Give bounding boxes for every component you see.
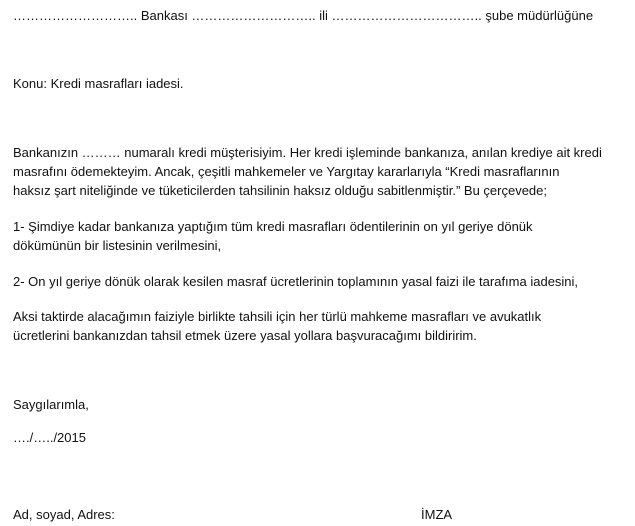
body-paragraph-line-2: masrafını ödemekteyim. Ancak, çeşitli mahkemeler ve Yargıtay kararlarıyla “Kredi masraflarının [13,164,560,179]
request-1-line-1: 1- Şimdiye kadar bankanıza yaptığım tüm kredi masrafları ödentilerinin on yıl geriye dönük [13,219,533,234]
signature-label: İMZA [421,507,453,522]
closing-paragraph-line-1: Aksi taktirde alacağımın faiziyle birlikte tahsili için her türlü mahkeme masrafları ve avukatlık [13,309,542,324]
request-1-line-2: dökümünün bir listesinin verilmesini, [13,238,222,253]
letter-date: …./…../2015 [13,430,86,445]
letter-header: ……………………….. Bankası ……………………….. ili …………………………….. şube müdürlüğüne [13,8,594,23]
body-paragraph-line-1: Bankanızın ……… numaralı kredi müşterisiyim. Her kredi işleminde bankanıza, anılan krediye ait kredi [13,145,602,160]
salutation: Saygılarımla, [13,397,89,412]
letter-subject: Konu: Kredi masrafları iadesi. [13,76,184,91]
address-label: Ad, soyad, Adres: [13,507,115,522]
body-paragraph-line-3: haksız şart niteliğinde ve tüketicilerden tahsilinin haksız olduğu sabitlenmiştir.” Bu çerçevede; [13,183,547,198]
closing-paragraph-line-2: ücretlerini bankanızdan tahsil etmek üzere yasal yollara başvuracağımı bildiririm. [13,328,477,343]
request-2: 2- On yıl geriye dönük olarak kesilen masraf ücretlerinin toplamının yasal faizi ile tarafıma iadesini, [13,274,579,289]
